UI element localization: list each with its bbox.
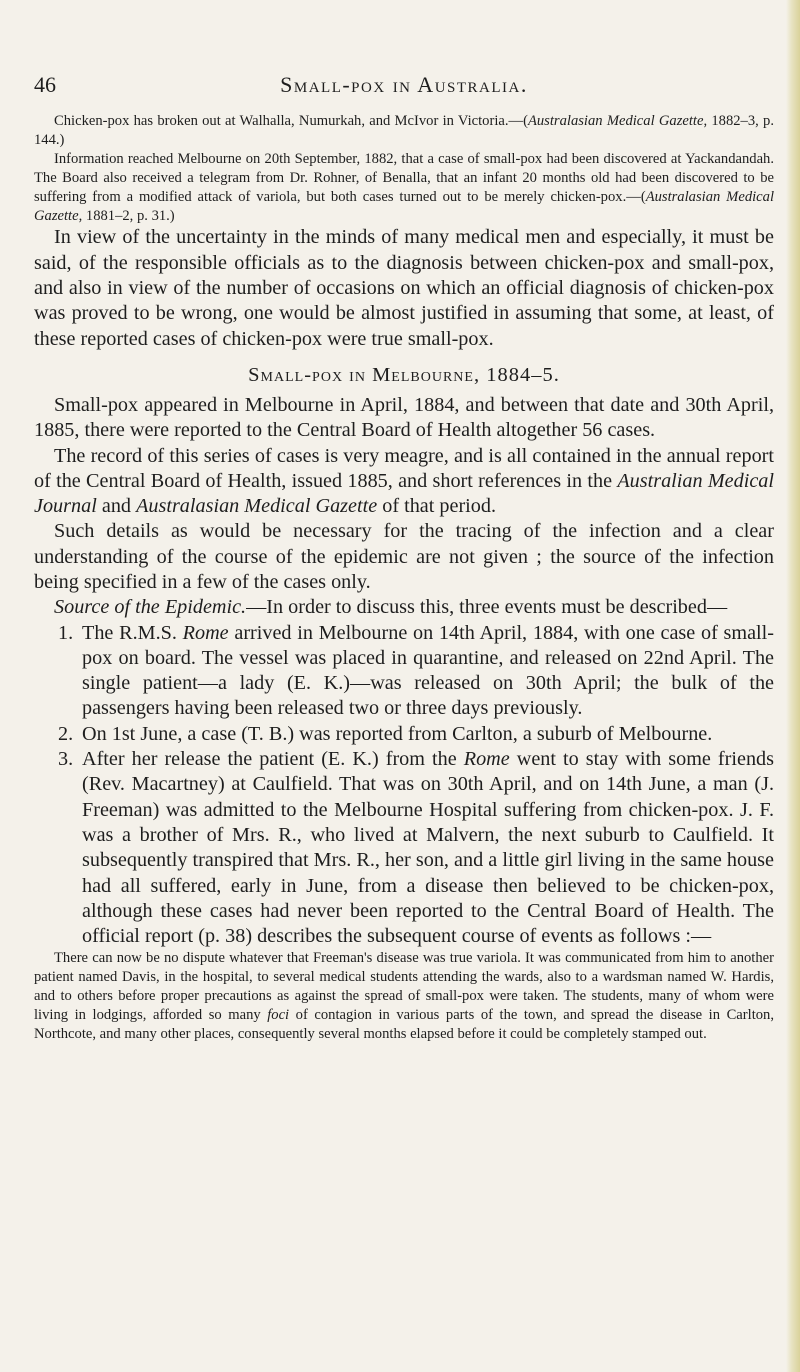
section-heading: Small-pox in Melbourne, 1884–5.: [248, 363, 560, 386]
events-list: [34, 621, 774, 950]
journal-title-amg: Australasian Medical Gazette: [136, 495, 378, 518]
page-edge-discoloration: [786, 0, 800, 1372]
intro-paragraph-information: [34, 150, 774, 226]
quote-text-b: of contagion in various parts of the town, and spread the disease in Carlton, Northcote, and many other places, consequently several months elapsed before it could be completely stamped out.: [34, 1007, 774, 1043]
record-text-c: of that period.: [377, 495, 497, 518]
event-text: The R.M.S.: [82, 621, 183, 644]
uncertainty-paragraph: In view of the uncertainty in the minds of many medical men and especially, it must be said, of the responsible officials as to the diagnosis between chicken-pox and small-pox, and also in view of the number of occasions on which an official diagnosis of chicken-pox was proved to be wrong, one would be almost justified in assuming that some, at least, of these reported cases of chicken-pox were true small-pox.: [34, 226, 774, 350]
book-page: [34, 0, 774, 1044]
intro-p1-citation: Australasian Medical Gazette: [527, 113, 704, 129]
section-paragraph-details: Such details as would be necessary for the tracing of the infection and a clear understanding of the course of the epidemic are not given ; the source of the infection being specified in a few of the cases only.: [34, 520, 774, 593]
running-title: Small-pox in Australia.: [280, 72, 528, 97]
event-number: 1.: [58, 621, 74, 644]
intro-p2-ref: , 1881–2, p. 31.): [78, 207, 175, 224]
section-paragraph-source: [34, 595, 774, 620]
official-report-quote: [34, 949, 774, 1044]
event-item-1: [34, 621, 774, 722]
quote-text-a: There can now be no dispute whatever that Freeman's disease was true variola. It was communicated from him to another patient named Davis, in the hospital, to several medical students attending the wards, also to a wardsman named W. Hardis, and to others before proper precautions as against the spread of small-pox were taken. The students, many of whom were living in lodgings, afforded so many: [34, 950, 774, 1024]
event-text: After her release the patient (E. K.) from the: [82, 748, 464, 771]
intro-p1-ref: , 1882–3, p. 144.): [34, 113, 774, 148]
event-item-2: [34, 722, 774, 747]
source-text: —In order to discuss this, three events must be described—: [246, 596, 728, 619]
event-text: On 1st June, a case (T. B.) was reported from Carlton, a suburb of Melbourne.: [82, 722, 713, 745]
record-text-b: and: [96, 495, 137, 518]
event-text: arrived in Melbourne on 14th April, 1884, with one case of small-pox on board. The vessel was placed in quarantine, and released on 22nd April. The single patient—a lady (E. K.)—was released on 30th April; the bulk of the passengers having been released two or three days previously.: [82, 621, 774, 720]
intro-p1-text: Chicken-pox has broken out at Walhalla, Numurkah, and McIvor in Victoria.—(: [54, 113, 528, 129]
event-number: 2.: [58, 722, 74, 745]
intro-p2-text: Information reached Melbourne on 20th September, 1882, that a case of small-pox had been discovered at Yackandandah. The Board also received a telegram from Dr. Rohner, of Benalla, that an infant 20 months old had been discovered to be suffering from a modified attack of variola, but both cases turned out to be merely chicken-pox.—(: [34, 150, 774, 205]
ship-name: Rome: [463, 748, 510, 771]
page-header: [34, 72, 774, 112]
quote-foci: foci: [267, 1007, 290, 1024]
section-paragraph-appearance: Small-pox appeared in Melbourne in April, 1884, and between that date and 30th April, 1885, there were reported to the Central Board of Health altogether 56 cases.: [34, 393, 774, 442]
source-subheading: Source of the Epidemic.: [54, 596, 247, 619]
page-number: 46: [34, 72, 56, 97]
event-number: 3.: [58, 748, 74, 771]
event-item-3: [34, 747, 774, 949]
intro-p2-citation: Australasian Medical Gazette: [34, 188, 774, 224]
intro-paragraph-chicken-pox: [34, 112, 774, 150]
event-text: went to stay with some friends (Rev. Macartney) at Caulfield. That was on 30th April, and on 14th June, a man (J. Freeman) was admitted to the Melbourne Hospital suffering from chicken-pox. J. F. was a brother of Mrs. R., who lived at Malvern, the next suburb to Caulfield. It subsequently transpired that Mrs. R., her son, and a little girl living in the same house had all suffered, early in June, from a disease then believed to be chicken-pox, although these cases had never been reported to the Central Board of Health. The official report (p. 38) describes the subsequent course of events as follows :—: [82, 748, 774, 948]
section-paragraph-record: [34, 444, 774, 520]
ship-name: Rome: [182, 621, 229, 644]
journal-title-amj: Australian Medical Journal: [34, 469, 775, 518]
record-text-a: The record of this series of cases is very meagre, and is all contained in the annual report of the Central Board of Health, issued 1885, and short references in the: [34, 444, 774, 492]
